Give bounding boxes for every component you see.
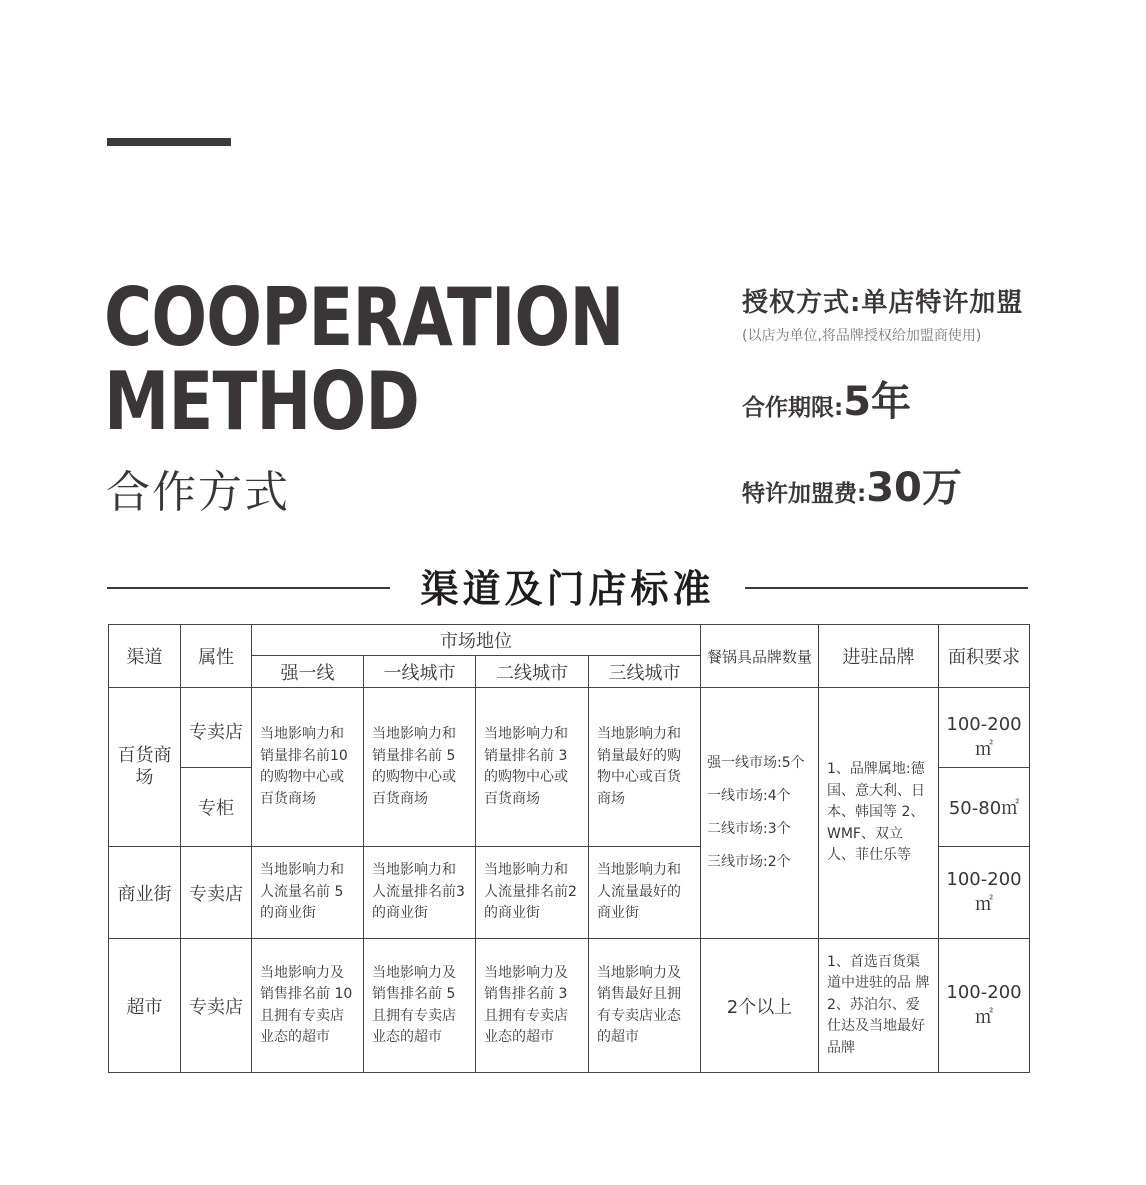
row-dept-tier-2: 当地影响力和销量排名前 5 的购物中心或百货商场	[364, 688, 476, 847]
row-market-tier-4: 当地影响力及销售最好且拥有专卖店业态的超市	[589, 939, 701, 1073]
row-street-attr: 专卖店	[181, 847, 252, 939]
header-brands: 进驻品牌	[819, 625, 939, 688]
shared-brands: 1、品牌属地:德国、意大利、日本、韩国等 2、WMF、双立人、菲仕乐等	[819, 688, 939, 939]
count-tier-1: 强一线市场:5个	[707, 755, 805, 771]
header-tier-1: 强一线	[252, 656, 364, 688]
row-market-tier-2: 当地影响力及销售排名前 5 且拥有专卖店业态的超市	[364, 939, 476, 1073]
authorization-block	[742, 282, 1023, 345]
fee-label: 特许加盟费:	[742, 481, 867, 507]
count-tier-2: 一线市场:4个	[707, 788, 791, 804]
header-tier-3: 二线城市	[476, 656, 589, 688]
row-dept-tier-1: 当地影响力和销量排名前10的购物中心或百货商场	[252, 688, 364, 847]
header-channel: 渠道	[109, 625, 181, 688]
fee-block	[742, 456, 962, 513]
row-street-channel: 商业街	[109, 847, 181, 939]
count-tier-3: 二线市场:3个	[707, 821, 791, 837]
section-title: 渠道及门店标准	[420, 567, 715, 611]
row-market-brand-count: 2个以上	[701, 939, 819, 1073]
hero-title-line1: COOPERATION	[104, 271, 624, 364]
row-street-tier-2: 当地影响力和人流量排名前3的商业街	[364, 847, 476, 939]
count-tier-4: 三线市场:2个	[707, 854, 791, 870]
header-market-position: 市场地位	[252, 625, 701, 656]
header-area: 面积要求	[939, 625, 1030, 688]
hero-title	[104, 271, 624, 448]
row-dept-area-store: 100-200㎡	[939, 688, 1030, 768]
row-market-channel: 超市	[109, 939, 181, 1073]
shared-brand-count	[701, 688, 819, 939]
term-block	[742, 370, 911, 427]
header-tier-4: 三线城市	[589, 656, 701, 688]
row-street-area: 100-200㎡	[939, 847, 1030, 939]
row-dept-attr-store: 专卖店	[181, 688, 252, 768]
header-attribute: 属性	[181, 625, 252, 688]
row-market-attr: 专卖店	[181, 939, 252, 1073]
row-dept-tier-4: 当地影响力和销量最好的购物中心或百货商场	[589, 688, 701, 847]
row-street-tier-4: 当地影响力和人流量最好的商业街	[589, 847, 701, 939]
row-market-tier-3: 当地影响力及销售排名前 3 且拥有专卖店业态的超市	[476, 939, 589, 1073]
section-divider-right	[745, 587, 1028, 589]
row-dept-tier-3: 当地影响力和销量排名前 3 的购物中心或百货商场	[476, 688, 589, 847]
fee-value: 30万	[866, 465, 962, 511]
row-dept-channel: 百货商场	[109, 688, 181, 847]
hero-subtitle: 合作方式	[106, 467, 290, 518]
row-market-tier-1: 当地影响力及销售排名前 10 且拥有专卖店业态的超市	[252, 939, 364, 1073]
authorization-note: (以店为单位,将品牌授权给加盟商使用)	[742, 328, 982, 344]
term-label: 合作期限:	[742, 395, 844, 421]
row-dept-attr-counter: 专柜	[181, 768, 252, 847]
section-divider-left	[107, 587, 390, 589]
top-accent-bar	[107, 138, 231, 146]
row-street-tier-3: 当地影响力和人流量排名前2的商业街	[476, 847, 589, 939]
row-street-tier-1: 当地影响力和人流量名前 5 的商业街	[252, 847, 364, 939]
row-market-brands: 1、首选百货渠道中进驻的品 牌 2、苏泊尔、爱仕达及当地最好品牌	[819, 939, 939, 1073]
authorization-title: 授权方式:单店特许加盟	[742, 288, 1024, 318]
hero-title-line2: METHOD	[104, 355, 420, 448]
row-market-area: 100-200㎡	[939, 939, 1030, 1073]
term-value: 5年	[843, 379, 912, 425]
channel-standards-table	[108, 624, 1030, 1073]
header-tier-2: 一线城市	[364, 656, 476, 688]
row-dept-area-counter: 50-80㎡	[939, 768, 1030, 847]
header-brand-count: 餐锅具品牌数量	[701, 625, 819, 688]
